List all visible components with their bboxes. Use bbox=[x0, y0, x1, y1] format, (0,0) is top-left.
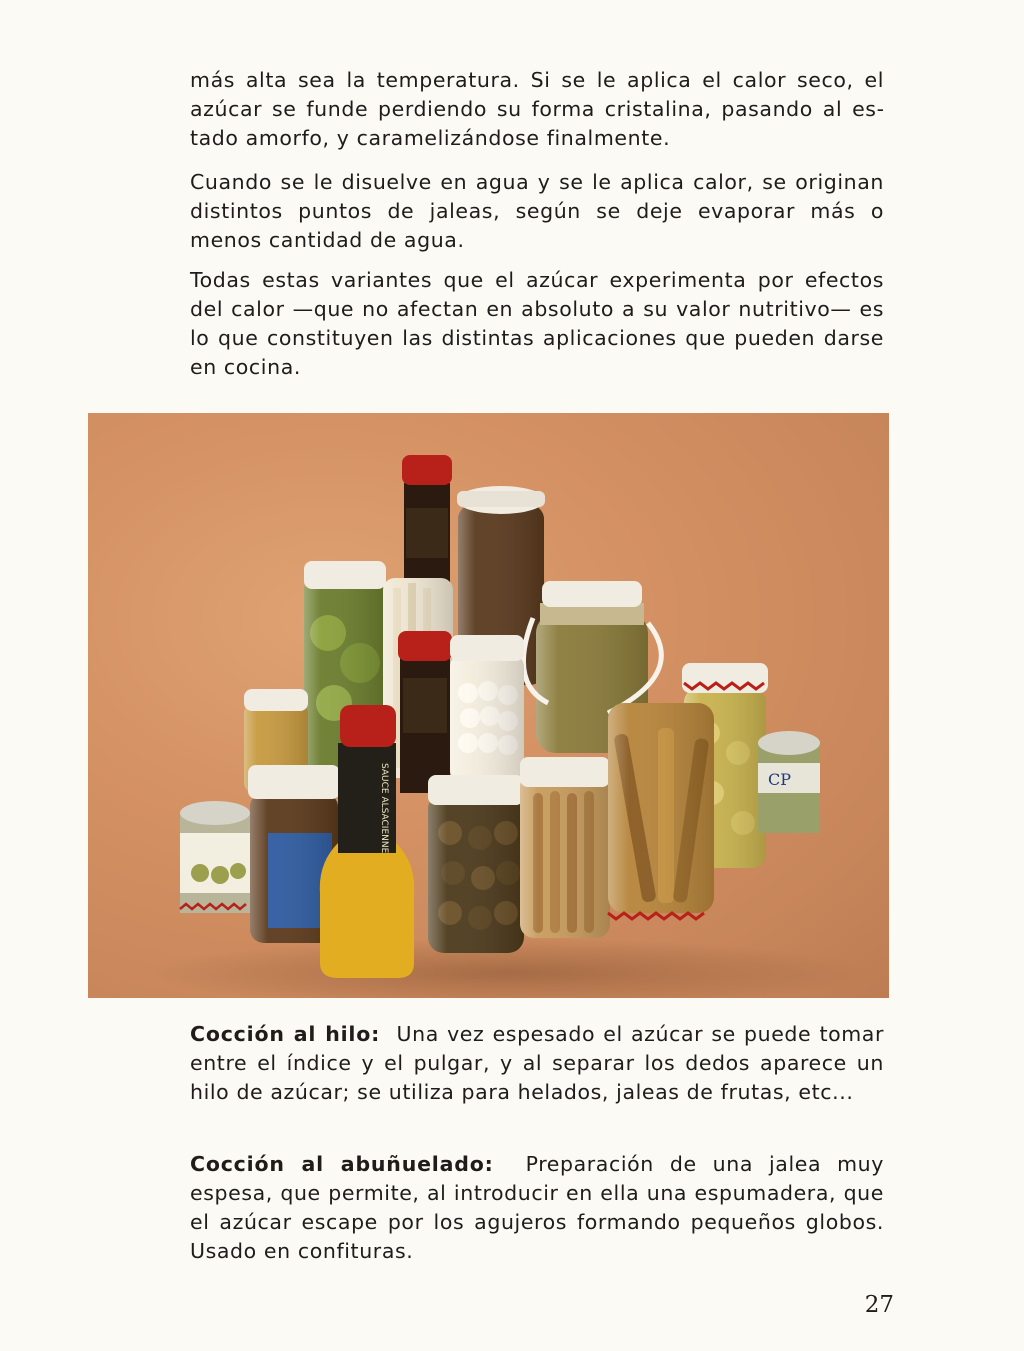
left-tin-can bbox=[180, 801, 250, 913]
olives-jar-front bbox=[428, 775, 524, 953]
definition-term: Cocción al hilo: bbox=[190, 1022, 381, 1046]
pearl-onions-jar bbox=[450, 635, 524, 783]
pickles-jar bbox=[608, 703, 714, 919]
cp-label: CP bbox=[768, 770, 792, 789]
sausages-jar bbox=[520, 757, 610, 938]
preserved-food-jars-photo bbox=[88, 413, 889, 998]
definition-coccion-al-abunuelado bbox=[190, 1150, 884, 1266]
sauce-label: SAUCE ALSACIENNE bbox=[379, 763, 389, 854]
definition-text: Una vez espesado el azúcar se puede tomar entre el índice y el pulgar, y al separar los dedos aparece un hilo de azúcar; se utiliza para helados, jaleas de frutas, etc... bbox=[190, 1022, 884, 1104]
definition-term: Cocción al abuñuelado: bbox=[190, 1152, 494, 1176]
dark-sauce-bottle-middle bbox=[398, 631, 452, 793]
body-paragraph-2: Cuando se le disuelve en agua y se le aplica calor, se originan distintos puntos de jaleas, según se deje evaporar más o menos cantidad de agua. bbox=[190, 170, 884, 252]
page-number: 27 bbox=[864, 1292, 894, 1318]
body-paragraph-1: más alta sea la temperatura. Si se le aplica el calor seco, el azúcar se funde perdiendo su forma cristalina, pasando al estado amorfo, y caramelizándose finalmente. bbox=[190, 68, 884, 150]
definition-coccion-al-hilo bbox=[190, 1020, 884, 1107]
body-paragraph-3: Todas estas variantes que el azúcar experimenta por efectos del calor —que no afectan en absoluto a su valor nutritivo— es lo que constituyen las distintas aplicaciones que pueden darse en cocina. bbox=[190, 268, 884, 379]
definition-text: Preparación de una jalea muy espesa, que permite, al introducir en ella una espumadera, que el azúcar escape por los agujeros formando pequeños globos. Usado en confituras. bbox=[190, 1152, 885, 1263]
cp-tin-can bbox=[758, 731, 820, 833]
